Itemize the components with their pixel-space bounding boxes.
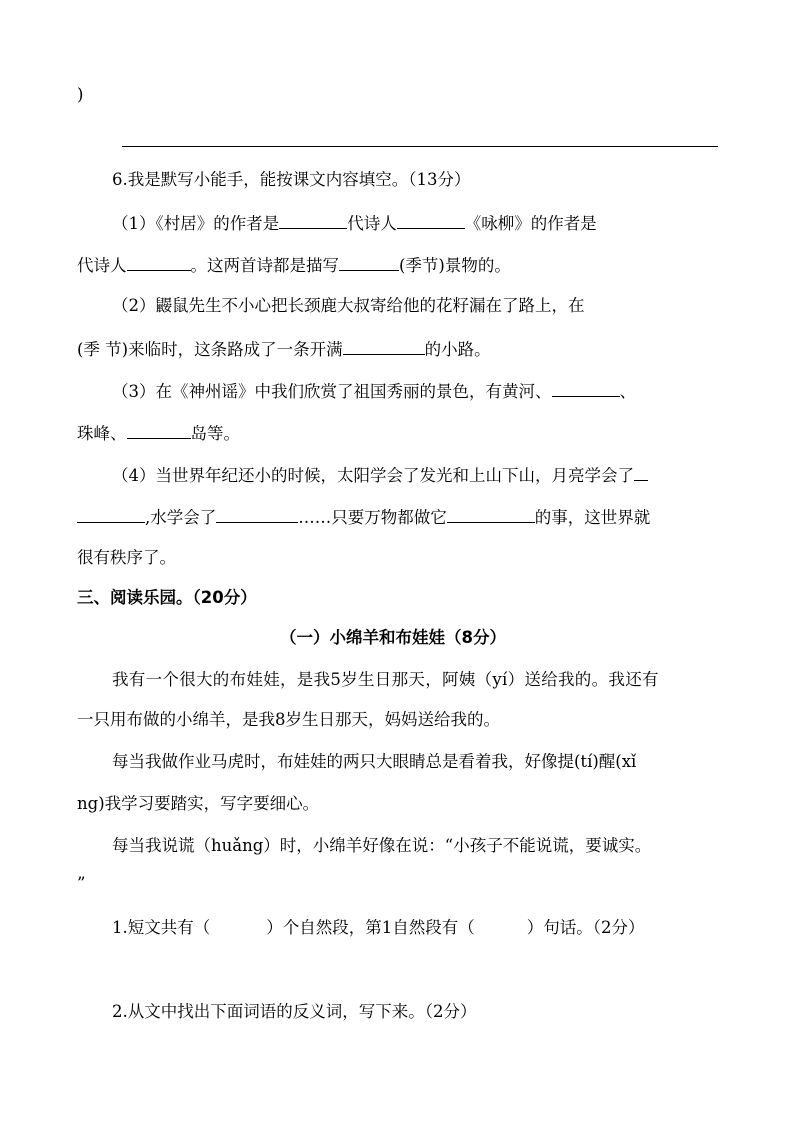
q6-header: 6.我是默写小能手，能按课文内容填空。（13分） [112,170,471,189]
q6-item4-text-d: 的事，这世界就 [534,508,651,527]
q6-item1-line2 [77,252,511,278]
q6-item4-line1 [112,462,648,488]
q6-item4-line3: 很有秩序了。 [77,548,176,567]
section3-title: 三、阅读乐园。（20分） [77,588,257,607]
q6-item1-line1 [112,210,597,236]
q6-item2-text-b: (季 节)来临时，这条路成了一条开满 [77,340,343,359]
q6-item3-text-c: 珠峰、 [77,424,127,443]
blank[interactable] [216,504,298,523]
blank[interactable] [339,252,399,271]
blank[interactable] [77,504,145,523]
q6-item3-text-b: 、 [619,382,636,401]
closing-paren: ) [77,85,84,104]
q6-item1-text-a: （1）《村居》的作者是 [112,214,280,233]
passage-para3-line1: 每当我说谎（huǎng）时，小绵羊好像在说：“小孩子不能说谎，要诚实。 [112,836,652,855]
q6-item2-line2 [77,336,491,362]
reading-q1-text-c: ）句话。（2分） [526,918,645,937]
blank[interactable] [127,420,191,439]
q6-item3-line1 [112,378,636,404]
blank[interactable] [127,252,191,271]
q6-item4-text-a: （4）当世界年纪还小的时候，太阳学会了发光和上山下山，月亮学会了 [112,466,634,485]
blank[interactable] [279,210,347,229]
q6-item1-text-d: 代诗人 [77,256,127,275]
q6-item3-line2 [77,420,240,446]
reading-q1 [112,916,645,940]
answer-line [122,146,718,147]
passage-para1-line2: 一只用布做的小绵羊，是我8岁生日那天，妈妈送给我的。 [77,710,500,729]
q6-item2-text-c: 的小路。 [424,340,491,359]
q6-item1-text-c: 《咏柳》的作者是 [464,214,597,233]
q6-item4-text-b: ,水学会了 [145,508,217,527]
blank[interactable] [634,462,648,481]
blank[interactable] [447,504,535,523]
passage-para2-line2: ng)我学习要踏实，写字要细心。 [77,794,320,813]
passage-para3-line2: ” [77,874,86,893]
passage-para1-line1: 我有一个很大的布娃娃，是我5岁生日那天，阿姨（yí）送给我的。我还有 [112,670,659,689]
blank[interactable] [552,378,620,397]
q6-item1-text-e: 。这两首诗都是描写 [190,256,339,275]
q6-item4-text-c: ……只要万物都做它 [298,508,447,527]
reading-q1-text-a: 1.短文共有（ [112,918,211,937]
q6-item3-text-a: （3）在《神州谣》中我们欣赏了祖国秀丽的景色，有黄河、 [112,382,552,401]
reading-q2: 2.从文中找出下面词语的反义词，写下来。（2分） [112,1002,477,1021]
reading-q1-text-b: ）个自然段，第1自然段有（ [266,918,475,937]
q6-item1-text-b: 代诗人 [347,214,397,233]
passage-title: （一）小绵羊和布娃娃（8分） [280,628,506,647]
q6-item3-text-d: 岛等。 [190,424,240,443]
blank[interactable] [343,336,425,355]
q6-item4-line2 [77,504,650,530]
blank[interactable] [397,210,465,229]
q6-item2-line1: （2）鼹鼠先生不小心把长颈鹿大叔寄给他的花籽漏在了路上，在 [112,296,585,315]
passage-para2-line1: 每当我做作业马虎时，布娃娃的两只大眼睛总是看着我，好像提(tí)醒(xǐ [112,752,637,771]
q6-item1-text-f: (季节)景物的。 [399,256,511,275]
